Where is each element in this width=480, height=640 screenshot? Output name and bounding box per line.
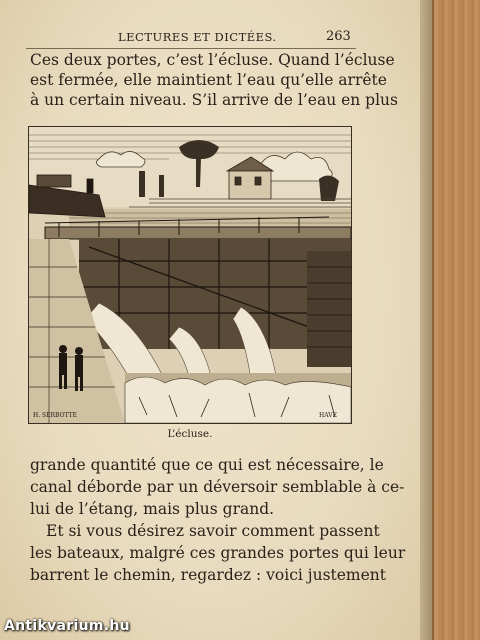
text-line-3: à un certain niveau. S’il arrive de l’eau en plus (30, 91, 398, 109)
text-line-8: les bateaux, malgré ces grandes portes qui leur (30, 544, 406, 562)
text-line-4: grande quantité que ce qui est nécessaire, le (30, 456, 384, 474)
illustration-caption: L’écluse. (167, 428, 213, 440)
wooden-background (430, 0, 480, 640)
text-line-5: canal déborde par un déversoir semblable à ce- (30, 478, 405, 496)
text-line-9: barrent le chemin, regardez : voici justement (30, 566, 387, 584)
lock-engraving (28, 126, 352, 424)
text-line-6: lui de l’étang, mais plus grand. (30, 500, 275, 518)
page-number: 263 (326, 29, 351, 44)
artist-signature-left: H. SERBOTTE (33, 412, 77, 419)
artist-signature-right: HAVE (319, 412, 337, 419)
header-rule (26, 48, 356, 49)
watermark: Antikvarium.hu (4, 618, 130, 634)
running-head: LECTURES ET DICTÉES. (118, 30, 277, 44)
text-line-7: Et si vous désirez savoir comment passent (46, 522, 380, 540)
text-line-2: est fermée, elle maintient l’eau qu’elle arrête (30, 71, 387, 89)
text-line-1: Ces deux portes, c’est l’écluse. Quand l’écluse (30, 51, 395, 69)
